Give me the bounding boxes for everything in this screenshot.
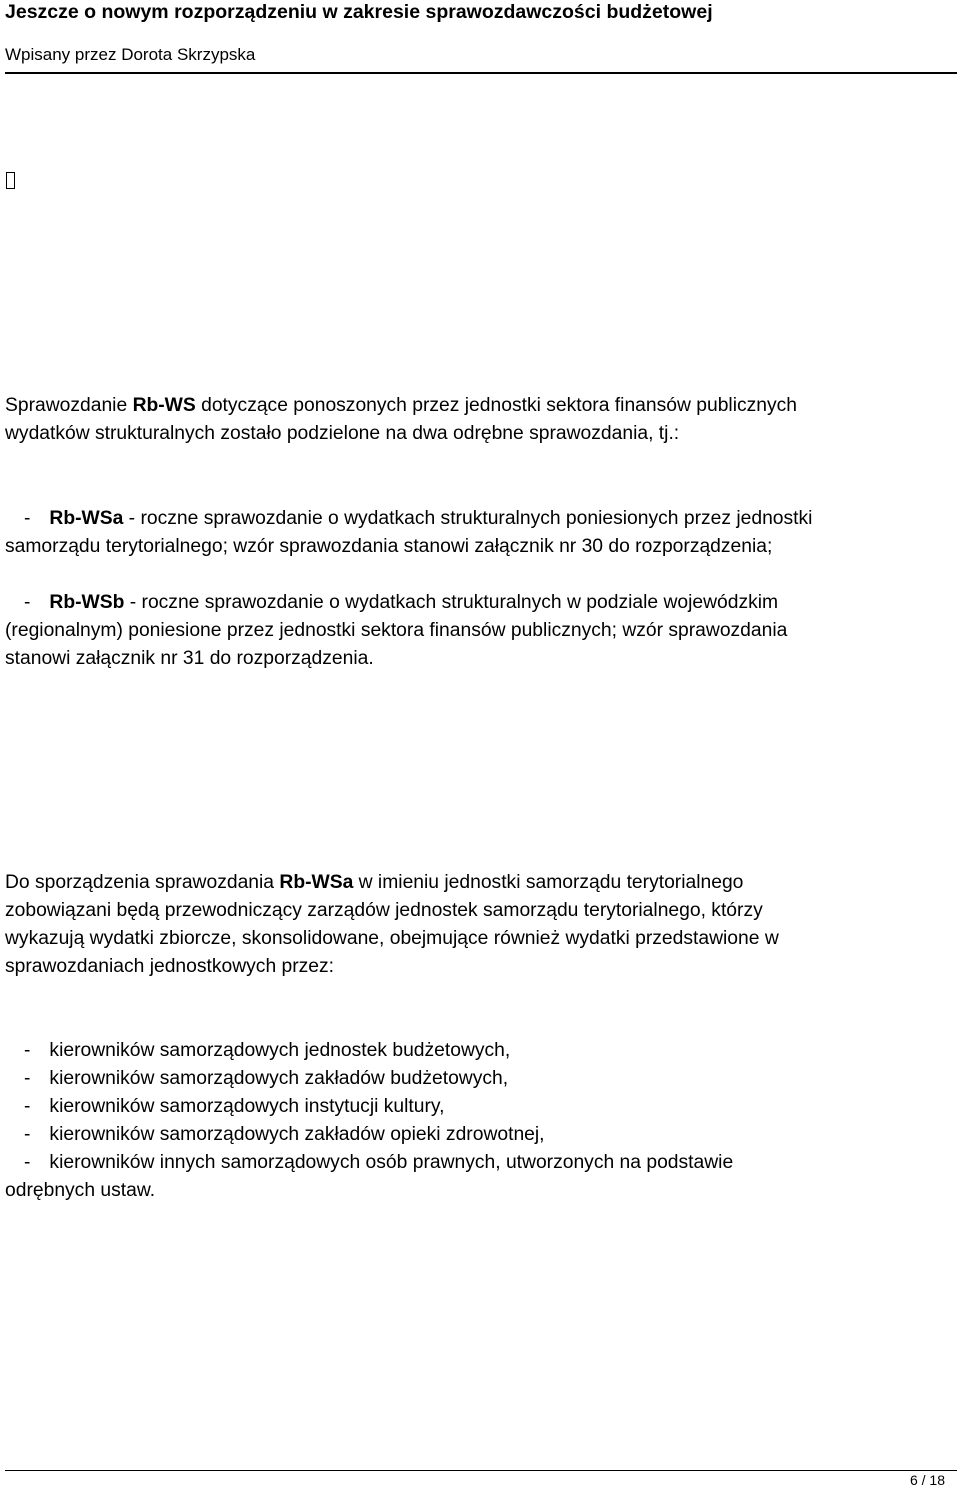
list-item: - kierowników samorządowych zakładów budżetowych, (24, 1068, 509, 1089)
intro-line-2: wydatków strukturalnych zostało podzielone na dwa odrębne sprawozdania, tj.: (5, 423, 680, 444)
list-dash: - (24, 592, 31, 613)
list-dash: - (24, 1040, 31, 1061)
footer-divider (5, 1470, 957, 1471)
intro-paragraph (5, 392, 935, 448)
rb-wsb-line-2: (regionalnym) poniesione przez jednostki sektora finansów publicznych; wzór sprawozdania (5, 620, 788, 641)
obligation-line-4: sprawozdaniach jednostkowych przez: (5, 956, 335, 977)
list-dash: - (24, 1068, 31, 1089)
responsible-persons-list (5, 1037, 935, 1205)
intro-line-1: Sprawozdanie Rb-WS dotyczące ponoszonych przez jednostki sektora finansów publicznych (5, 395, 798, 416)
list-item: - kierowników samorządowych zakładów opieki zdrowotnej, (24, 1124, 545, 1145)
rb-wsa-item (5, 505, 935, 561)
obligation-line-1: Do sporządzenia sprawozdania Rb-WSa w imieniu jednostki samorządu terytorialnego (5, 872, 744, 893)
list-item: - kierowników samorządowych jednostek budżetowych, (24, 1040, 511, 1061)
rb-wsa-line-1: - Rb-WSa - roczne sprawozdanie o wydatkach strukturalnych poniesionych przez jednostki (24, 508, 813, 529)
list-dash: - (24, 1152, 31, 1173)
document-title: Jeszcze o nowym rozporządzeniu w zakresie sprawozdawczości budżetowej (5, 1, 713, 23)
rb-wsb-code: Rb-WSb (49, 592, 125, 613)
rb-wsa-code: Rb-WSa (49, 508, 124, 529)
rb-wsb-line-1: - Rb-WSb - roczne sprawozdanie o wydatkach strukturalnych w podziale wojewódzkim (24, 592, 779, 613)
missing-glyph-icon (6, 172, 15, 189)
page-number: 6 / 18 (909, 1472, 945, 1488)
list-dash: - (24, 508, 31, 529)
list-item-continuation: odrębnych ustaw. (5, 1180, 156, 1201)
list-item: - kierowników samorządowych instytucji kultury, (24, 1096, 445, 1117)
obligation-line-3: wykazują wydatki zbiorcze, skonsolidowane, obejmujące również wydatki przedstawione w (5, 928, 779, 949)
rb-wsa-code: Rb-WSa (279, 872, 354, 893)
list-dash: - (24, 1124, 31, 1145)
author-byline: Wpisany przez Dorota Skrzypska (5, 45, 256, 64)
rb-wsb-item (5, 589, 935, 673)
obligation-line-2: zobowiązani będą przewodniczący zarządów jednostek samorządu terytorialnego, którzy (5, 900, 763, 921)
rb-ws-code: Rb-WS (132, 395, 196, 416)
rb-wsa-line-2: samorządu terytorialnego; wzór sprawozdania stanowi załącznik nr 30 do rozporządzenia; (5, 536, 773, 557)
list-item: - kierowników innych samorządowych osób prawnych, utworzonych na podstawie (24, 1152, 734, 1173)
obligation-paragraph (5, 869, 935, 981)
list-dash: - (24, 1096, 31, 1117)
rb-wsb-line-3: stanowi załącznik nr 31 do rozporządzenia. (5, 648, 374, 669)
header-divider (5, 72, 957, 74)
